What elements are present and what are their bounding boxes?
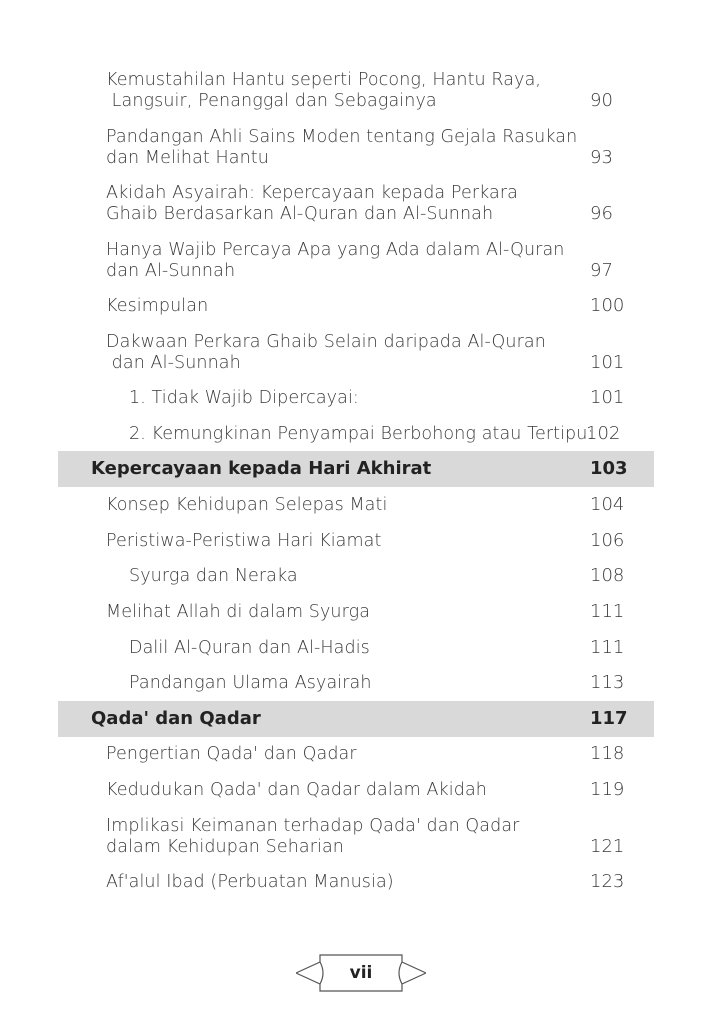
toc-entry-title: 1. Tidak Wajib Dipercayai: [129, 388, 359, 408]
toc-entry-title: Syurga dan Neraka [129, 566, 298, 586]
section-page-number: 117 [590, 708, 628, 729]
toc-page-number: 111 [590, 637, 625, 658]
toc-entry-title: Langsuir, Penanggal dan Sebagainya [106, 91, 437, 111]
toc-entry-title: Akidah Asyairah: Kepercayaan kepada Perkara [106, 183, 518, 203]
toc-page-number: 100 [590, 295, 625, 316]
section-heading: Qada' dan Qadar [91, 708, 261, 729]
toc-entry-title: Pengertian Qada' dan Qadar [106, 744, 357, 764]
toc-entry-title: Kemustahilan Hantu seperti Pocong, Hantu Raya, [106, 70, 542, 90]
toc-entry-title: Peristiwa-Peristiwa Hari Kiamat [106, 531, 382, 551]
toc-entry-title: Konsep Kehidupan Selepas Mati [106, 495, 388, 515]
toc-entry-title: Pandangan Ulama Asyairah [129, 673, 372, 693]
toc-page-number: 101 [590, 352, 625, 373]
toc-page-number: 106 [590, 530, 625, 551]
toc-entry-title: 2. Kemungkinan Penyampai Berbohong atau Tertipu: [129, 424, 594, 444]
toc-page-number: 118 [590, 743, 625, 764]
toc-entry-title: Pandangan Ahli Sains Moden tentang Gejala Rasukan [106, 127, 578, 147]
toc-page-number: 108 [590, 565, 625, 586]
toc-entry-title: Kesimpulan [106, 296, 209, 316]
section-heading: Kepercayaan kepada Hari Akhirat [91, 458, 432, 479]
toc-entry-title: dan Al-Sunnah [106, 353, 241, 373]
toc-page-number: 96 [590, 203, 613, 224]
section-page-number: 103 [590, 458, 628, 479]
toc-entry-title: dan Al-Sunnah [106, 261, 236, 281]
toc-entry-title: Dakwaan Perkara Ghaib Selain daripada Al-Quran [106, 332, 546, 352]
toc-page-number: 119 [590, 779, 625, 800]
toc-entry-title: Implikasi Keimanan terhadap Qada' dan Qadar [106, 816, 520, 836]
toc-page-number: 104 [590, 494, 625, 515]
toc-entry-title: Dalil Al-Quran dan Al-Hadis [129, 638, 370, 658]
toc-entry-title: dalam Kehidupan Seharian [106, 837, 345, 857]
toc-page-number: 111 [590, 601, 625, 622]
toc-entry-title: Melihat Allah di dalam Syurga [106, 602, 371, 622]
toc-entry-title: Ghaib Berdasarkan Al-Quran dan Al-Sunnah [106, 204, 494, 224]
toc-page-number: 121 [590, 836, 625, 857]
toc-entry-title: dan Melihat Hantu [106, 148, 269, 168]
toc-page-number: 123 [590, 871, 625, 892]
toc-entry-title: Af'alul Ibad (Perbuatan Manusia) [106, 872, 394, 892]
page-footer [296, 950, 426, 996]
toc-page-number: 93 [590, 147, 613, 168]
footer-page-number: vii [349, 963, 373, 983]
toc-page-number: 101 [590, 387, 625, 408]
toc-entry-title: Kedudukan Qada' dan Qadar dalam Akidah [106, 780, 487, 800]
toc-page-number: 97 [590, 260, 613, 281]
toc-page-number: 90 [590, 90, 613, 111]
toc-entry-title: Hanya Wajib Percaya Apa yang Ada dalam Al-Quran [106, 240, 565, 260]
toc-page-number: 102 [586, 423, 621, 444]
toc-page-number: 113 [590, 672, 625, 693]
